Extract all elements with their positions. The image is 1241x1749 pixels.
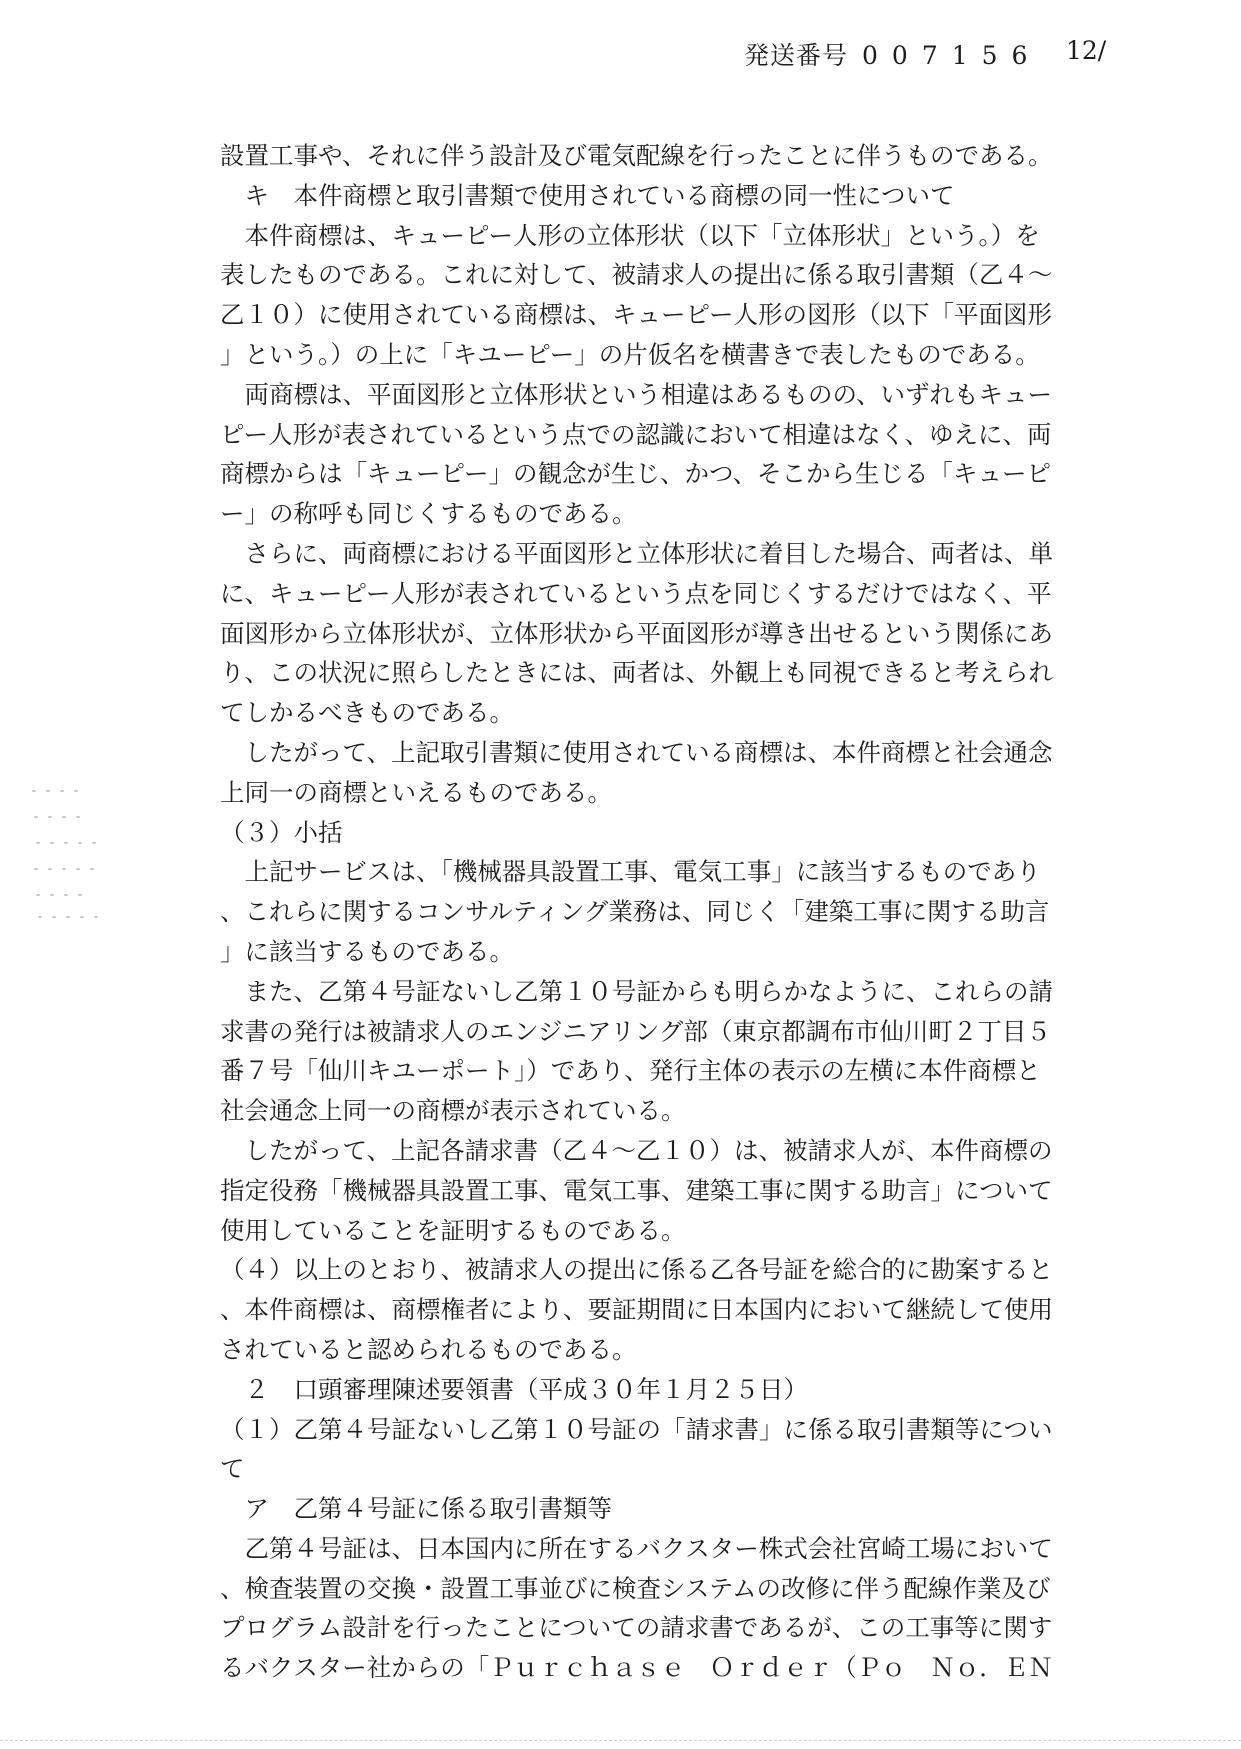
text-line: 本件商標は、キューピー人形の立体形状（以下「立体形状」という。）を <box>220 220 1040 250</box>
text-line: ピー人形が表されているという点での認識において相違はなく、ゆえに、両 <box>220 419 1052 449</box>
page-bottom-edge <box>0 1740 1241 1741</box>
text-line: 上記サービスは、「機械器具設置工事、電気工事」に該当するものであり <box>220 857 1041 887</box>
text-line: 表したものである。これに対して、被請求人の提出に係る取引書類（乙４～ <box>220 260 1053 290</box>
text-line: （４）以上のとおり、被請求人の提出に係る乙各号証を総合的に勘案すると <box>220 1255 1053 1285</box>
text-line: り、この状況に照らしたときには、両者は、外観上も同視できると考えられ <box>220 658 1053 688</box>
text-line: 乙第４号証は、日本国内に所在するバクスター株式会社宮崎工場において <box>220 1533 1053 1563</box>
dispatch-number: 007156 <box>862 41 1042 70</box>
section-heading-summary: （３）小括 <box>220 817 343 847</box>
text-line: 、検査装置の交換・設置工事並びに検査システムの改修に伴う配線作業及び <box>220 1573 1051 1603</box>
text-line: 」に該当するものである。 <box>220 936 514 966</box>
document-body <box>220 136 1080 1688</box>
text-line: 指定役務「機械器具設置工事、電気工事、建築工事に関する助言」について <box>220 1175 1053 1205</box>
text-line: 社会通念上同一の商標が表示されている。 <box>220 1096 686 1126</box>
section-heading-oral-hearing: ２ 口頭審理陳述要領書（平成３０年１月２５日） <box>220 1374 808 1404</box>
text-line: ー」の称呼も同じくするものである。 <box>220 499 637 529</box>
text-line: したがって、上記取引書類に使用されている商標は、本件商標と社会通念 <box>220 737 1053 767</box>
text-line: 面図形から立体形状が、立体形状から平面図形が導き出せるという関係にあ <box>220 618 1053 648</box>
page-header <box>744 36 1107 72</box>
text-line: （１）乙第４号証ないし乙第１０号証の「請求書」に係る取引書類等につい <box>220 1414 1053 1444</box>
text-line: 、これらに関するコンサルティング業務は、同じく「建築工事に関する助言 <box>220 897 1050 927</box>
text-line: 使用していることを証明するものである。 <box>220 1215 686 1245</box>
text-line: したがって、上記各請求書（乙４～乙１０）は、被請求人が、本件商標の <box>220 1135 1053 1165</box>
dispatch-number-label: 発送番号 <box>744 41 849 70</box>
section-heading-a: ア 乙第４号証に係る取引書類等 <box>220 1494 612 1524</box>
text-line: 設置工事や、それに伴う設計及び電気配線を行ったことに伴うものである。 <box>220 141 1053 170</box>
text-line: るバクスター社からの「Ｐｕｒｃｈａｓｅ Ｏｒｄｅｒ（Ｐｏ Ｎｏ．ＥＮ <box>220 1653 1053 1683</box>
text-line: に、キューピー人形が表されているという点を同じくするだけではなく、平 <box>220 578 1052 608</box>
text-line: さらに、両商標における平面図形と立体形状に着目した場合、両者は、単 <box>220 538 1053 568</box>
text-line: て <box>220 1454 245 1484</box>
text-line: 両商標は、平面図形と立体形状という相違はあるものの、いずれもキュー <box>220 379 1053 409</box>
text-line: また、乙第４号証ないし乙第１０号証からも明らかなように、これらの請 <box>220 976 1053 1006</box>
text-line: 番７号「仙川キユーポート」）であり、発行主体の表示の左横に本件商標と <box>220 1056 1041 1086</box>
text-line: 、本件商標は、商標権者により、要証期間に日本国内において継続して使用 <box>220 1295 1053 1325</box>
text-line: 乙１０）に使用されている商標は、キューピー人形の図形（以下「平面図形 <box>220 300 1053 330</box>
section-heading-ki: キ 本件商標と取引書類で使用されている商標の同一性について <box>220 180 955 210</box>
text-line: 」という。）の上に「キユーピー」の片仮名を横書きで表したものである。 <box>220 339 1040 369</box>
text-line: されていると認められるものである。 <box>220 1334 637 1364</box>
text-line: プログラム設計を行ったことについての請求書であるが、この工事等に関す <box>220 1613 1053 1643</box>
text-line: 求書の発行は被請求人のエンジニアリング部（東京都調布市仙川町２丁目５ <box>220 1016 1051 1046</box>
punch-hole-marks <box>32 790 128 930</box>
text-line: 上同一の商標といえるものである。 <box>220 777 612 807</box>
text-line: 商標からは「キューピー」の観念が生じ、かつ、そこから生じる「キューピ <box>220 459 1052 489</box>
text-line: てしかるべきものである。 <box>220 698 514 728</box>
page-number: 12/ <box>1066 36 1107 65</box>
